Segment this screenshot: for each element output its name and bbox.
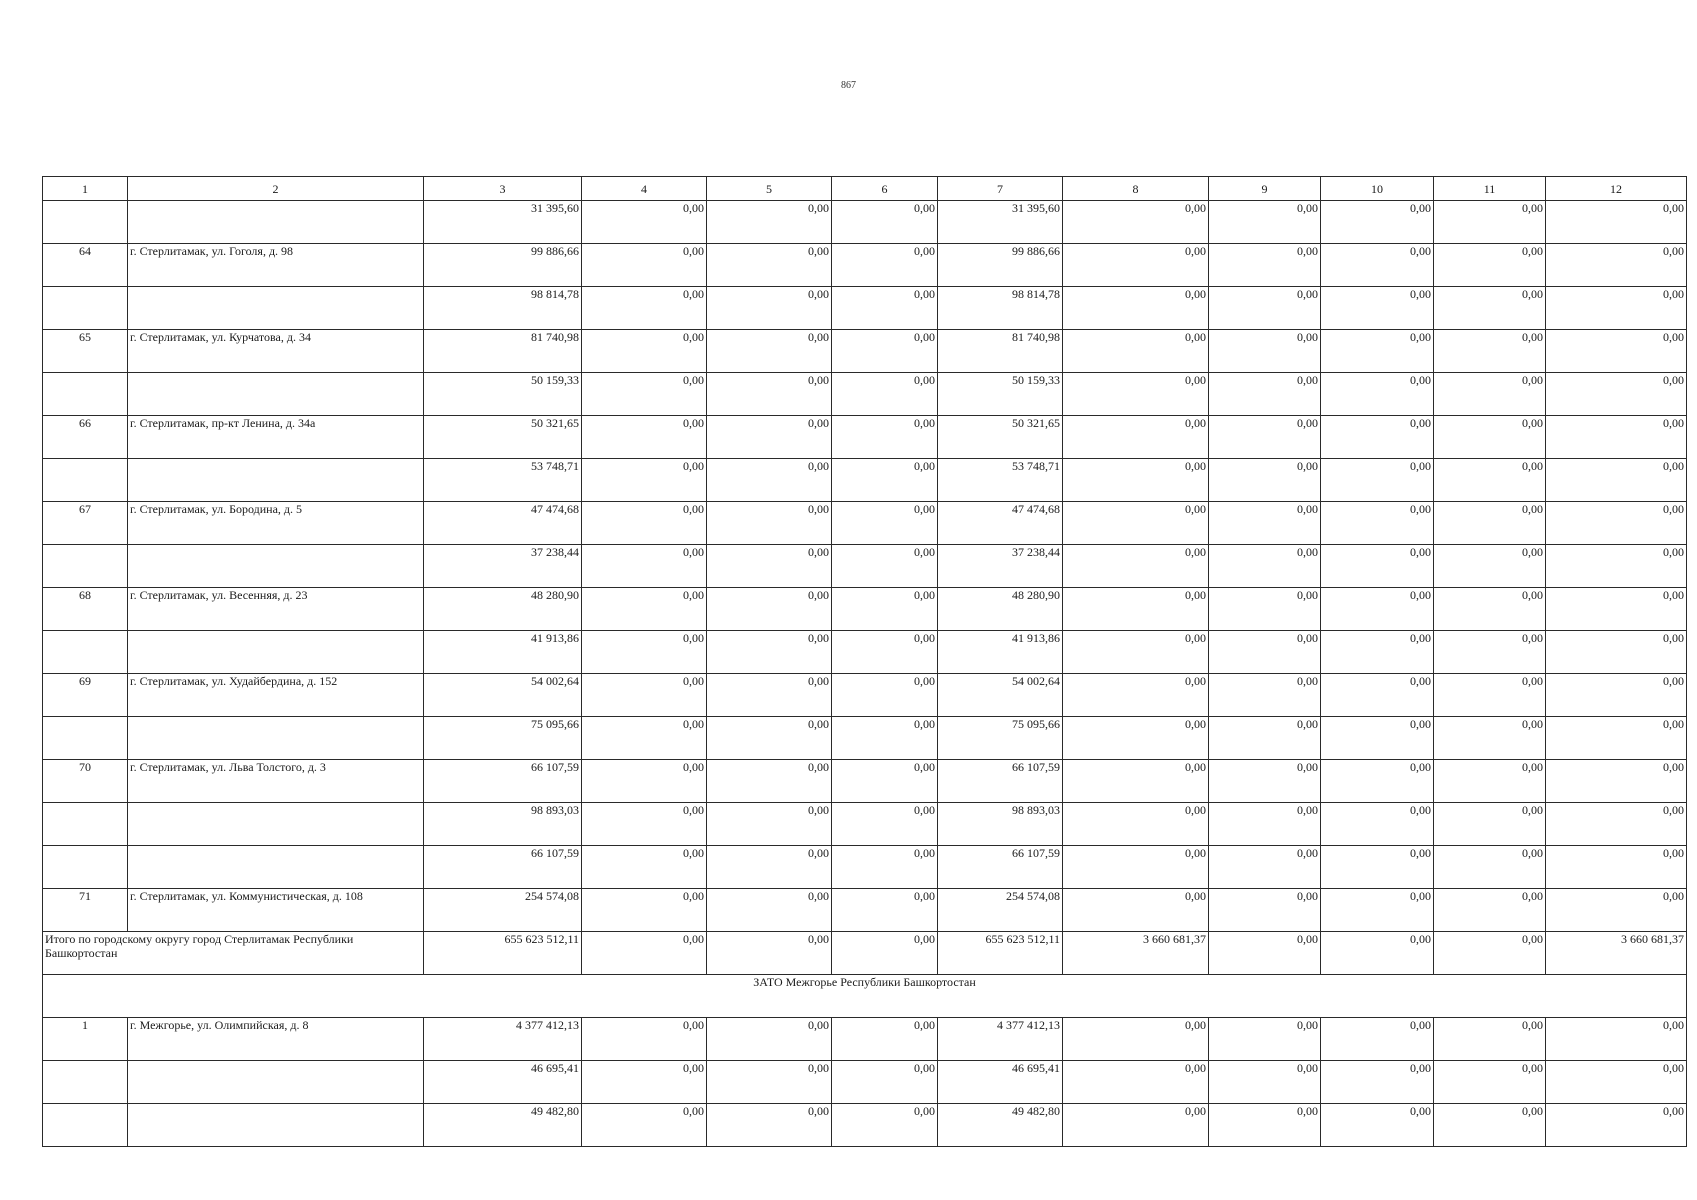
- amount-cell: 0,00: [1209, 846, 1321, 889]
- amount-cell: 0,00: [582, 244, 707, 287]
- address-cell: [128, 846, 424, 889]
- table-row: [43, 502, 1687, 545]
- amount-cell: 0,00: [582, 1104, 707, 1147]
- amount-cell: 47 474,68: [424, 502, 582, 545]
- amount-cell: 0,00: [832, 1104, 938, 1147]
- amount-cell: 0,00: [832, 459, 938, 502]
- amount-cell: 0,00: [582, 846, 707, 889]
- amount-cell: 75 095,66: [424, 717, 582, 760]
- total-cell: 0,00: [1321, 932, 1434, 975]
- amount-cell: 0,00: [832, 373, 938, 416]
- amount-cell: 0,00: [1546, 846, 1687, 889]
- amount-cell: 0,00: [582, 1018, 707, 1061]
- amount-cell: 0,00: [707, 1061, 832, 1104]
- total-cell: 0,00: [1434, 932, 1546, 975]
- amount-cell: 0,00: [1063, 373, 1209, 416]
- address-cell: [128, 459, 424, 502]
- address-cell: г. Стерлитамак, пр-кт Ленина, д. 34а: [128, 416, 424, 459]
- amount-cell: 0,00: [1063, 287, 1209, 330]
- amount-cell: 0,00: [1434, 1104, 1546, 1147]
- column-header: 1: [43, 177, 128, 201]
- amount-cell: 0,00: [1434, 330, 1546, 373]
- amount-cell: 0,00: [582, 803, 707, 846]
- amount-cell: 0,00: [1546, 717, 1687, 760]
- amount-cell: 53 748,71: [424, 459, 582, 502]
- address-cell: [128, 631, 424, 674]
- table-row: [43, 287, 1687, 330]
- table-row: [43, 889, 1687, 932]
- column-header: 3: [424, 177, 582, 201]
- amount-cell: 0,00: [832, 545, 938, 588]
- amount-cell: 0,00: [707, 502, 832, 545]
- amount-cell: 0,00: [582, 416, 707, 459]
- amount-cell: 66 107,59: [938, 846, 1063, 889]
- amount-cell: 0,00: [1434, 373, 1546, 416]
- amount-cell: 0,00: [1434, 717, 1546, 760]
- amount-cell: 46 695,41: [424, 1061, 582, 1104]
- total-cell: 0,00: [582, 932, 707, 975]
- table-row: [43, 1061, 1687, 1104]
- amount-cell: 0,00: [1321, 502, 1434, 545]
- amount-cell: 0,00: [1063, 330, 1209, 373]
- amount-cell: 0,00: [832, 1018, 938, 1061]
- amount-cell: 0,00: [1434, 1018, 1546, 1061]
- amount-cell: 0,00: [832, 846, 938, 889]
- amount-cell: 0,00: [1209, 201, 1321, 244]
- amount-cell: 0,00: [1063, 1104, 1209, 1147]
- row-number: 67: [43, 502, 128, 545]
- total-row: [43, 932, 1687, 975]
- housing-repair-table: [42, 176, 1687, 1147]
- amount-cell: 0,00: [1546, 674, 1687, 717]
- amount-cell: 0,00: [1434, 287, 1546, 330]
- amount-cell: 0,00: [1063, 760, 1209, 803]
- amount-cell: 0,00: [582, 631, 707, 674]
- row-number: [43, 1104, 128, 1147]
- amount-cell: 0,00: [1209, 330, 1321, 373]
- amount-cell: 4 377 412,13: [938, 1018, 1063, 1061]
- amount-cell: 0,00: [1063, 1061, 1209, 1104]
- amount-cell: 0,00: [1209, 502, 1321, 545]
- amount-cell: 0,00: [1321, 1018, 1434, 1061]
- table-row: [43, 717, 1687, 760]
- amount-cell: 0,00: [832, 631, 938, 674]
- amount-cell: 0,00: [1434, 545, 1546, 588]
- amount-cell: 75 095,66: [938, 717, 1063, 760]
- amount-cell: 0,00: [582, 889, 707, 932]
- amount-cell: 0,00: [707, 545, 832, 588]
- column-header: 10: [1321, 177, 1434, 201]
- amount-cell: 0,00: [1321, 287, 1434, 330]
- amount-cell: 0,00: [1063, 502, 1209, 545]
- amount-cell: 0,00: [1209, 545, 1321, 588]
- amount-cell: 0,00: [1434, 803, 1546, 846]
- amount-cell: 0,00: [707, 717, 832, 760]
- table-row: [43, 244, 1687, 287]
- amount-cell: 0,00: [1434, 674, 1546, 717]
- amount-cell: 0,00: [1546, 244, 1687, 287]
- amount-cell: 0,00: [582, 717, 707, 760]
- amount-cell: 48 280,90: [938, 588, 1063, 631]
- table-body: [43, 177, 1687, 1147]
- amount-cell: 0,00: [707, 631, 832, 674]
- amount-cell: 0,00: [832, 674, 938, 717]
- amount-cell: 50 321,65: [938, 416, 1063, 459]
- table-row: [43, 803, 1687, 846]
- amount-cell: 0,00: [832, 803, 938, 846]
- amount-cell: 0,00: [707, 1018, 832, 1061]
- amount-cell: 66 107,59: [424, 760, 582, 803]
- amount-cell: 0,00: [1209, 1018, 1321, 1061]
- amount-cell: 41 913,86: [938, 631, 1063, 674]
- address-cell: [128, 201, 424, 244]
- amount-cell: 99 886,66: [938, 244, 1063, 287]
- amount-cell: 0,00: [707, 330, 832, 373]
- amount-cell: 0,00: [1209, 416, 1321, 459]
- table-row: [43, 631, 1687, 674]
- amount-cell: 54 002,64: [938, 674, 1063, 717]
- row-number: [43, 846, 128, 889]
- amount-cell: 0,00: [707, 846, 832, 889]
- table-row: [43, 1104, 1687, 1147]
- amount-cell: 0,00: [707, 760, 832, 803]
- amount-cell: 0,00: [707, 373, 832, 416]
- column-header: 2: [128, 177, 424, 201]
- total-cell: 655 623 512,11: [424, 932, 582, 975]
- row-number: 71: [43, 889, 128, 932]
- row-number: 1: [43, 1018, 128, 1061]
- amount-cell: 0,00: [1434, 889, 1546, 932]
- address-cell: [128, 1104, 424, 1147]
- row-number: [43, 373, 128, 416]
- amount-cell: 0,00: [1546, 760, 1687, 803]
- amount-cell: 0,00: [582, 201, 707, 244]
- amount-cell: 0,00: [1321, 846, 1434, 889]
- amount-cell: 0,00: [1209, 459, 1321, 502]
- amount-cell: 0,00: [1321, 588, 1434, 631]
- column-header: 5: [707, 177, 832, 201]
- row-number: [43, 201, 128, 244]
- section-header-row: [43, 975, 1687, 1018]
- amount-cell: 254 574,08: [938, 889, 1063, 932]
- amount-cell: 0,00: [1209, 889, 1321, 932]
- amount-cell: 0,00: [707, 1104, 832, 1147]
- amount-cell: 0,00: [1434, 201, 1546, 244]
- address-cell: г. Стерлитамак, ул. Гоголя, д. 98: [128, 244, 424, 287]
- amount-cell: 53 748,71: [938, 459, 1063, 502]
- amount-cell: 0,00: [1321, 717, 1434, 760]
- row-number: [43, 803, 128, 846]
- amount-cell: 0,00: [1321, 1104, 1434, 1147]
- amount-cell: 0,00: [1321, 330, 1434, 373]
- total-cell: 0,00: [832, 932, 938, 975]
- table-row: [43, 760, 1687, 803]
- amount-cell: 0,00: [1209, 1104, 1321, 1147]
- amount-cell: 0,00: [1063, 846, 1209, 889]
- column-header: 8: [1063, 177, 1209, 201]
- amount-cell: 0,00: [1321, 373, 1434, 416]
- amount-cell: 0,00: [1063, 631, 1209, 674]
- table-row: [43, 1018, 1687, 1061]
- table-row: [43, 588, 1687, 631]
- amount-cell: 0,00: [582, 373, 707, 416]
- amount-cell: 0,00: [832, 1061, 938, 1104]
- row-number: 68: [43, 588, 128, 631]
- amount-cell: 0,00: [1209, 674, 1321, 717]
- amount-cell: 0,00: [1321, 803, 1434, 846]
- amount-cell: 0,00: [832, 287, 938, 330]
- amount-cell: 98 893,03: [424, 803, 582, 846]
- amount-cell: 0,00: [1546, 416, 1687, 459]
- amount-cell: 4 377 412,13: [424, 1018, 582, 1061]
- amount-cell: 0,00: [707, 588, 832, 631]
- address-cell: [128, 287, 424, 330]
- amount-cell: 0,00: [1546, 1104, 1687, 1147]
- amount-cell: 0,00: [582, 1061, 707, 1104]
- amount-cell: 0,00: [1063, 1018, 1209, 1061]
- amount-cell: 0,00: [1063, 545, 1209, 588]
- amount-cell: 0,00: [832, 244, 938, 287]
- amount-cell: 0,00: [1321, 760, 1434, 803]
- amount-cell: 66 107,59: [424, 846, 582, 889]
- amount-cell: 0,00: [832, 889, 938, 932]
- amount-cell: 37 238,44: [424, 545, 582, 588]
- amount-cell: 0,00: [707, 287, 832, 330]
- amount-cell: 0,00: [1063, 244, 1209, 287]
- amount-cell: 0,00: [1209, 588, 1321, 631]
- total-label: Итого по городскому округу город Стерлитамак Республики Башкортостан: [43, 932, 424, 975]
- amount-cell: 0,00: [1434, 588, 1546, 631]
- total-cell: 0,00: [1209, 932, 1321, 975]
- amount-cell: 50 159,33: [424, 373, 582, 416]
- page-number: 867: [841, 80, 856, 91]
- amount-cell: 0,00: [1434, 459, 1546, 502]
- amount-cell: 0,00: [1209, 760, 1321, 803]
- column-header: 4: [582, 177, 707, 201]
- table-row: [43, 416, 1687, 459]
- row-number: 64: [43, 244, 128, 287]
- amount-cell: 0,00: [1546, 803, 1687, 846]
- amount-cell: 0,00: [1209, 803, 1321, 846]
- amount-cell: 0,00: [582, 588, 707, 631]
- amount-cell: 0,00: [707, 889, 832, 932]
- table-row: [43, 373, 1687, 416]
- amount-cell: 0,00: [1063, 889, 1209, 932]
- amount-cell: 0,00: [1209, 1061, 1321, 1104]
- amount-cell: 0,00: [1434, 502, 1546, 545]
- amount-cell: 0,00: [1321, 545, 1434, 588]
- amount-cell: 0,00: [1209, 631, 1321, 674]
- amount-cell: 0,00: [1063, 674, 1209, 717]
- amount-cell: 31 395,60: [424, 201, 582, 244]
- amount-cell: 0,00: [1321, 459, 1434, 502]
- column-header: 12: [1546, 177, 1687, 201]
- amount-cell: 0,00: [832, 502, 938, 545]
- amount-cell: 0,00: [1546, 502, 1687, 545]
- amount-cell: 0,00: [1063, 416, 1209, 459]
- amount-cell: 66 107,59: [938, 760, 1063, 803]
- column-header: 11: [1434, 177, 1546, 201]
- row-number: 65: [43, 330, 128, 373]
- address-cell: г. Стерлитамак, ул. Льва Толстого, д. 3: [128, 760, 424, 803]
- amount-cell: 0,00: [707, 459, 832, 502]
- amount-cell: 0,00: [1434, 631, 1546, 674]
- row-number: [43, 287, 128, 330]
- amount-cell: 0,00: [832, 588, 938, 631]
- table-row: [43, 330, 1687, 373]
- amount-cell: 0,00: [707, 416, 832, 459]
- amount-cell: 0,00: [582, 502, 707, 545]
- amount-cell: 0,00: [1321, 244, 1434, 287]
- row-number: [43, 459, 128, 502]
- amount-cell: 0,00: [707, 674, 832, 717]
- table-row: [43, 459, 1687, 502]
- total-cell: 3 660 681,37: [1063, 932, 1209, 975]
- amount-cell: 31 395,60: [938, 201, 1063, 244]
- row-number: [43, 545, 128, 588]
- amount-cell: 98 893,03: [938, 803, 1063, 846]
- column-header: 9: [1209, 177, 1321, 201]
- address-cell: г. Стерлитамак, ул. Курчатова, д. 34: [128, 330, 424, 373]
- column-header: 6: [832, 177, 938, 201]
- address-cell: [128, 1061, 424, 1104]
- amount-cell: 48 280,90: [424, 588, 582, 631]
- amount-cell: 0,00: [1546, 1061, 1687, 1104]
- amount-cell: 50 159,33: [938, 373, 1063, 416]
- amount-cell: 0,00: [832, 330, 938, 373]
- address-cell: [128, 803, 424, 846]
- amount-cell: 0,00: [1546, 201, 1687, 244]
- table-row: [43, 201, 1687, 244]
- amount-cell: 0,00: [1209, 287, 1321, 330]
- amount-cell: 0,00: [1209, 373, 1321, 416]
- amount-cell: 0,00: [1321, 889, 1434, 932]
- amount-cell: 0,00: [832, 201, 938, 244]
- amount-cell: 0,00: [1546, 545, 1687, 588]
- amount-cell: 0,00: [1063, 201, 1209, 244]
- address-cell: [128, 717, 424, 760]
- amount-cell: 81 740,98: [938, 330, 1063, 373]
- amount-cell: 0,00: [1434, 1061, 1546, 1104]
- amount-cell: 54 002,64: [424, 674, 582, 717]
- amount-cell: 46 695,41: [938, 1061, 1063, 1104]
- total-cell: 3 660 681,37: [1546, 932, 1687, 975]
- column-header: 7: [938, 177, 1063, 201]
- amount-cell: 37 238,44: [938, 545, 1063, 588]
- table-row: [43, 545, 1687, 588]
- amount-cell: 0,00: [707, 803, 832, 846]
- row-number: 66: [43, 416, 128, 459]
- address-cell: г. Стерлитамак, ул. Коммунистическая, д. 108: [128, 889, 424, 932]
- amount-cell: 0,00: [1434, 846, 1546, 889]
- amount-cell: 0,00: [1546, 459, 1687, 502]
- amount-cell: 0,00: [832, 717, 938, 760]
- amount-cell: 0,00: [582, 760, 707, 803]
- total-cell: 655 623 512,11: [938, 932, 1063, 975]
- amount-cell: 0,00: [1546, 631, 1687, 674]
- amount-cell: 81 740,98: [424, 330, 582, 373]
- address-cell: г. Стерлитамак, ул. Худайбердина, д. 152: [128, 674, 424, 717]
- row-number: [43, 631, 128, 674]
- amount-cell: 0,00: [1546, 1018, 1687, 1061]
- amount-cell: 0,00: [1546, 287, 1687, 330]
- amount-cell: 0,00: [582, 674, 707, 717]
- amount-cell: 0,00: [1209, 717, 1321, 760]
- amount-cell: 0,00: [1063, 588, 1209, 631]
- column-number-header-row: [43, 177, 1687, 201]
- amount-cell: 0,00: [1321, 674, 1434, 717]
- amount-cell: 98 814,78: [424, 287, 582, 330]
- amount-cell: 99 886,66: [424, 244, 582, 287]
- amount-cell: 0,00: [582, 287, 707, 330]
- section-title: ЗАТО Межгорье Республики Башкортостан: [43, 975, 1687, 1018]
- amount-cell: 0,00: [1546, 373, 1687, 416]
- amount-cell: 0,00: [707, 244, 832, 287]
- table-row: [43, 846, 1687, 889]
- amount-cell: 0,00: [832, 416, 938, 459]
- amount-cell: 47 474,68: [938, 502, 1063, 545]
- amount-cell: 0,00: [1063, 717, 1209, 760]
- address-cell: г. Стерлитамак, ул. Весенняя, д. 23: [128, 588, 424, 631]
- amount-cell: 0,00: [582, 330, 707, 373]
- amount-cell: 41 913,86: [424, 631, 582, 674]
- amount-cell: 0,00: [1546, 889, 1687, 932]
- amount-cell: 0,00: [582, 545, 707, 588]
- amount-cell: 0,00: [1546, 588, 1687, 631]
- row-number: 70: [43, 760, 128, 803]
- amount-cell: 0,00: [1321, 201, 1434, 244]
- amount-cell: 0,00: [1434, 760, 1546, 803]
- total-cell: 0,00: [707, 932, 832, 975]
- amount-cell: 0,00: [1209, 244, 1321, 287]
- amount-cell: 0,00: [1063, 459, 1209, 502]
- amount-cell: 254 574,08: [424, 889, 582, 932]
- amount-cell: 0,00: [1321, 416, 1434, 459]
- amount-cell: 0,00: [1434, 416, 1546, 459]
- amount-cell: 0,00: [1434, 244, 1546, 287]
- row-number: [43, 717, 128, 760]
- amount-cell: 50 321,65: [424, 416, 582, 459]
- amount-cell: 49 482,80: [424, 1104, 582, 1147]
- amount-cell: 0,00: [1321, 1061, 1434, 1104]
- amount-cell: 0,00: [1546, 330, 1687, 373]
- address-cell: [128, 545, 424, 588]
- table-row: [43, 674, 1687, 717]
- amount-cell: 49 482,80: [938, 1104, 1063, 1147]
- row-number: [43, 1061, 128, 1104]
- amount-cell: 0,00: [1063, 803, 1209, 846]
- address-cell: [128, 373, 424, 416]
- address-cell: г. Межгорье, ул. Олимпийская, д. 8: [128, 1018, 424, 1061]
- amount-cell: 98 814,78: [938, 287, 1063, 330]
- row-number: 69: [43, 674, 128, 717]
- amount-cell: 0,00: [707, 201, 832, 244]
- amount-cell: 0,00: [832, 760, 938, 803]
- amount-cell: 0,00: [582, 459, 707, 502]
- amount-cell: 0,00: [1321, 631, 1434, 674]
- address-cell: г. Стерлитамак, ул. Бородина, д. 5: [128, 502, 424, 545]
